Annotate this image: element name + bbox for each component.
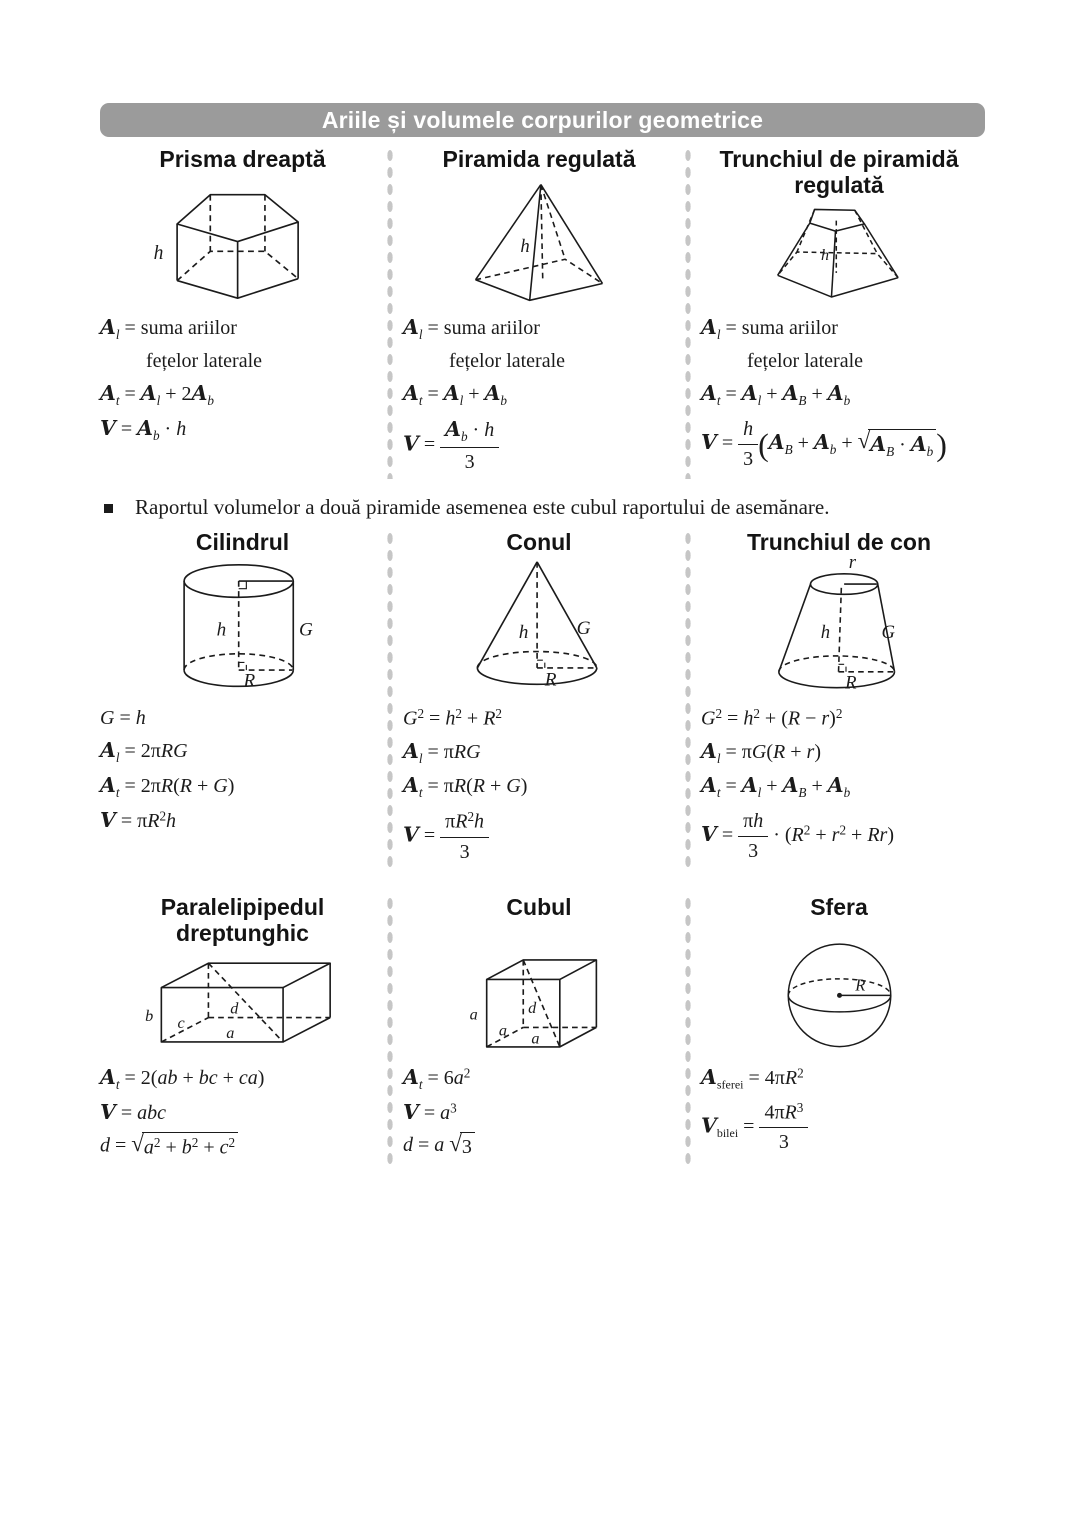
formula-line: V = $\frac{\pi h}{3}$ · $(R^2 + r^2 + Rr)$ [701, 810, 894, 863]
cone-frustum-formulas [693, 702, 985, 868]
cone-figure [460, 556, 619, 696]
section-title: Paralelipipedul dreptunghic [160, 894, 325, 947]
formula-line: $A_l$ = suma ariilor [701, 314, 838, 342]
cylinder-formulas [100, 702, 385, 837]
cylinder-figure [164, 556, 322, 698]
section-paralelipipedul [100, 895, 385, 1163]
sphere-figure [761, 939, 918, 1055]
sphere-formulas [693, 1061, 985, 1159]
box-formulas [100, 1061, 385, 1163]
box-diagram [137, 951, 348, 1055]
row-round-bodies [100, 530, 985, 869]
cube-diagram [458, 951, 621, 1055]
formula-line: V = $\frac{\pi R^2h}{3}$ [403, 805, 683, 870]
section-title: Trunchiul de con [746, 529, 931, 556]
section-title: Cilindrul [195, 529, 290, 556]
label-G: G [881, 622, 895, 644]
note-text: Raportul volumelor a două piramide asemenea este cubul raportului de asemănare. [135, 495, 830, 520]
formula-line: d = √ $a^2 + b^2 + c^2$ [100, 1129, 385, 1164]
label-h: h [820, 247, 829, 265]
formula-line: d = a √ 3 [403, 1129, 683, 1163]
label-G: G [576, 618, 591, 640]
section-title: Sfera [810, 894, 868, 921]
label-h: h [153, 243, 164, 265]
formula-line: V = $\frac{h}{3}$ ($A_B + A_b$ + √ $A_B \cdot A_b$ ) [701, 418, 947, 471]
pyramid-formulas [395, 311, 683, 479]
column-separator [683, 530, 693, 869]
formula-line: $G^2 = h^2 + (R - r)^2$ [701, 705, 843, 730]
label-c: c [177, 1014, 185, 1033]
formula-line: $A_{sferei} = 4\pi R^2$ [701, 1064, 804, 1092]
cylinder-diagram [164, 556, 322, 698]
similar-pyramids-note [104, 495, 985, 520]
pyramid-frustum-figure [763, 199, 916, 305]
square-bullet-icon [104, 504, 113, 513]
cube-figure [458, 951, 621, 1055]
formula-line: $A_l = \pi G(R + r)$ [701, 738, 821, 766]
pyramid-diagram [455, 179, 623, 305]
formula-line: $A_t = 2\pi R(R + G)$ [100, 772, 235, 800]
formula-line: $G^2 = h^2 + R^2$ [403, 705, 503, 730]
formula-line: $V = A_b \cdot h$ [100, 416, 187, 444]
formula-line: $A_l$ = suma ariilor [403, 314, 540, 342]
column-separator [385, 530, 395, 869]
label-R: R [845, 672, 857, 694]
formula-line: G = h [100, 706, 146, 729]
formula-line: $A_l = 2\pi RG$ [100, 737, 188, 765]
section-trunchi-con [693, 530, 985, 869]
label-r: r [848, 556, 857, 574]
formula-line: fețelor laterale [449, 350, 566, 373]
label-d: d [527, 999, 536, 1018]
label-h: h [820, 622, 831, 644]
label-R: R [854, 975, 865, 995]
section-conul [395, 530, 683, 869]
formula-line: $A_t = A_l + A_B + A_b$ [701, 773, 851, 801]
row-prisms-pyramids [100, 147, 985, 479]
prism-formulas [100, 311, 385, 447]
formula-line: fețelor laterale [146, 350, 263, 373]
formula-line: $V_{bilei}$ = $\frac{4\pi R^3}{3}$ [701, 1095, 985, 1160]
section-trunchi-piramida [693, 147, 985, 479]
column-separator [385, 895, 395, 1163]
section-sfera [693, 895, 985, 1163]
label-R: R [242, 670, 255, 692]
label-b: b [145, 1007, 154, 1026]
formula-line: $A_l = \pi RG$ [403, 738, 481, 766]
label-h: h [518, 622, 528, 644]
sphere-diagram [761, 939, 918, 1055]
formula-line: $A_t = \pi R(R + G)$ [403, 773, 528, 801]
section-title: Prisma dreaptă [159, 146, 326, 172]
formula-line: $A_t = A_l + 2A_b$ [100, 381, 214, 409]
pyramid-frustum-diagram [763, 199, 916, 305]
label-R: R [544, 669, 557, 691]
formula-line: $A_l$ = suma ariilor [100, 314, 237, 342]
section-prisma [100, 147, 385, 479]
label-d: d [230, 999, 239, 1018]
label-a-bottom: a [530, 1029, 539, 1048]
section-title: Conul [506, 529, 572, 556]
label-a: a [226, 1024, 235, 1043]
box-figure [137, 951, 348, 1055]
formula-line: $A_t = 2(ab$ + bc + ca) [100, 1064, 265, 1092]
label-h: h [216, 619, 226, 641]
formula-line: $V = a^3$ [403, 1099, 457, 1124]
page-content [100, 103, 985, 1164]
formula-line: $A_t = A_l + A_B + A_b$ [701, 381, 851, 409]
column-separator [683, 895, 693, 1163]
section-title: Trunchiul de piramidă regulată [719, 146, 959, 198]
row-box-cube-sphere [100, 895, 985, 1163]
page-header-bar [100, 103, 985, 137]
column-separator [683, 147, 693, 479]
section-cilindrul [100, 530, 385, 869]
cube-formulas [395, 1061, 683, 1163]
pyramid-frustum-formulas [693, 311, 985, 477]
formula-line: $V = \pi R^2h$ [100, 807, 177, 832]
label-a-left: a [469, 1005, 478, 1024]
formula-line: V = abc [100, 1099, 166, 1124]
prism-figure [140, 183, 345, 305]
section-cubul [395, 895, 683, 1163]
label-a-depth: a [498, 1021, 507, 1040]
pyramid-figure [455, 179, 623, 305]
cone-diagram [460, 556, 619, 696]
formula-line: $A_t = A_l + A_b$ [403, 381, 507, 409]
cone-frustum-figure [762, 556, 916, 698]
formula-line: fețelor laterale [747, 350, 864, 373]
column-separator [385, 147, 395, 479]
section-piramida [395, 147, 683, 479]
label-h: h [520, 235, 530, 257]
formula-line: V = $\frac{A_b \cdot h}{3}$ [403, 413, 683, 480]
prism-diagram [140, 183, 345, 305]
formula-line: $A_t = 6a^2$ [403, 1064, 471, 1092]
page-title: Ariile și volumele corpurilor geometrice [321, 106, 764, 133]
cone-frustum-diagram [762, 556, 916, 698]
label-G: G [298, 619, 313, 641]
section-title: Piramida regulată [442, 146, 636, 172]
cone-formulas [395, 702, 683, 869]
section-title: Cubul [506, 894, 572, 921]
